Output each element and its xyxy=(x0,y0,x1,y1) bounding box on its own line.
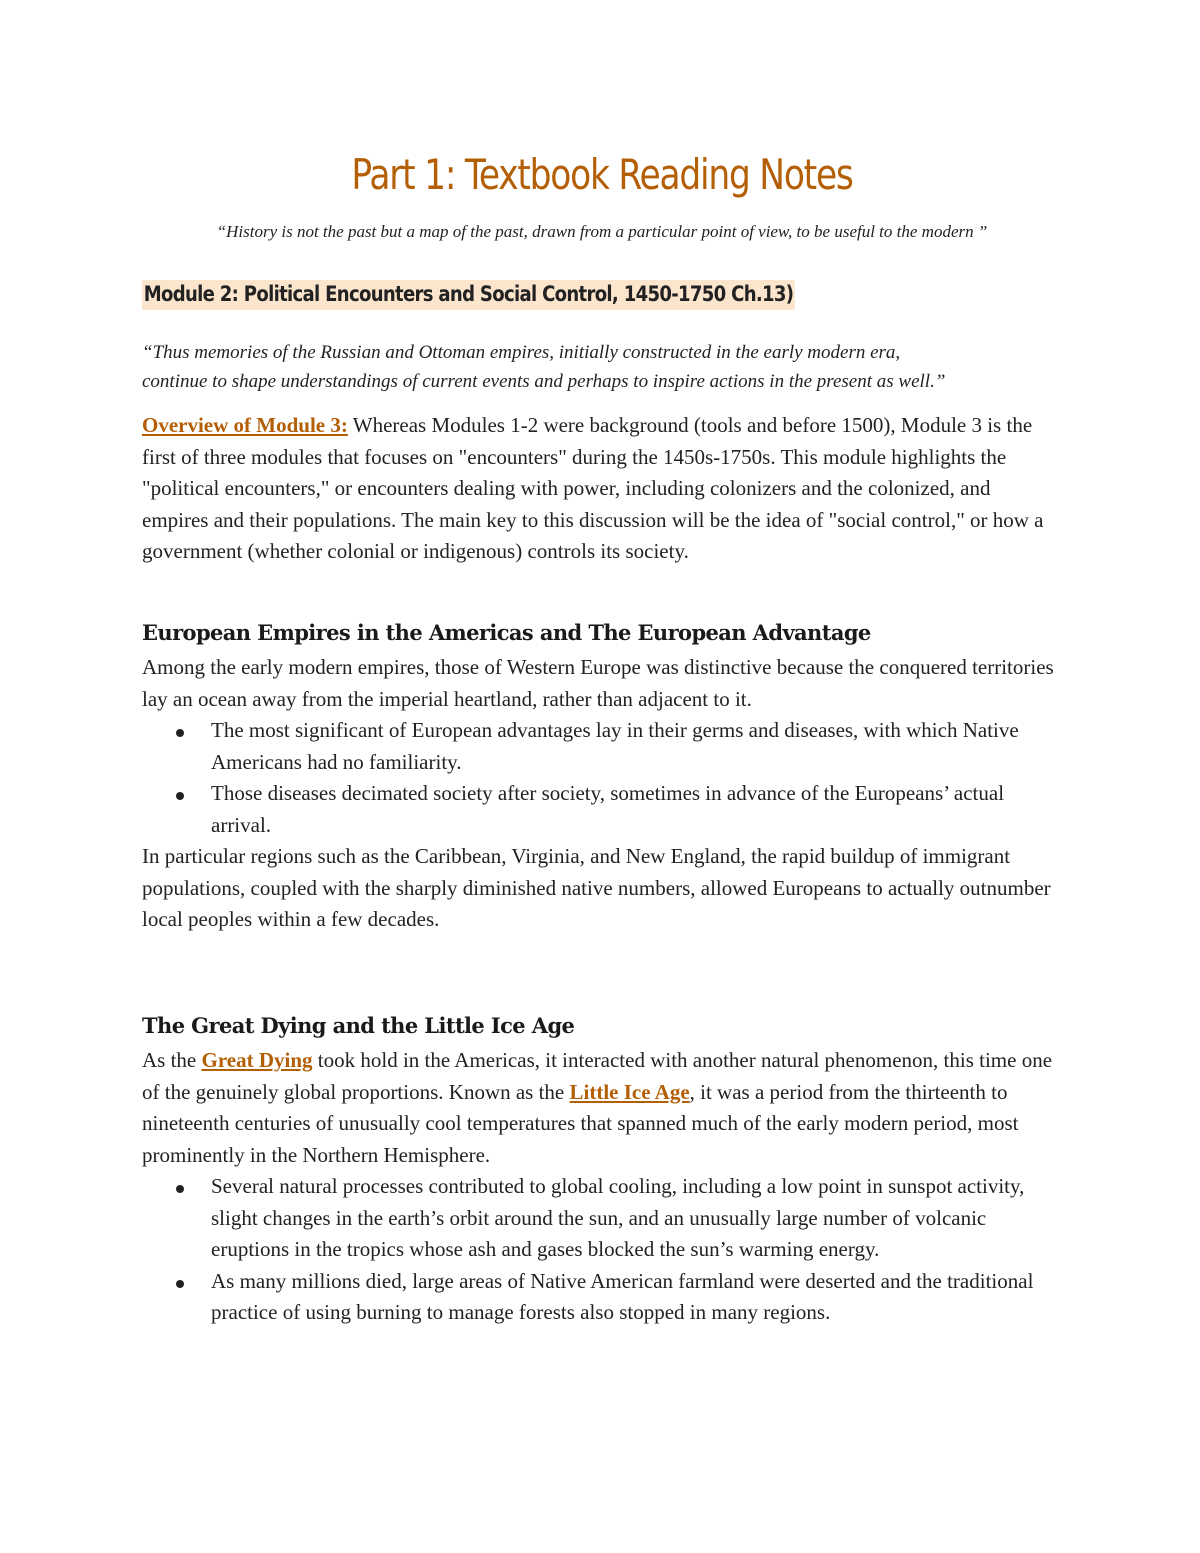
module-quote-line-1: “Thus memories of the Russian and Ottoman empires, initially constructed in the early modern era, xyxy=(142,342,901,363)
bullet-text: As many millions died, large areas of Native American farmland were deserted and the traditional practice of using burning to manage forests also stopped in many regions. xyxy=(211,1268,1034,1324)
section2-intro-text-1: As the xyxy=(142,1048,202,1072)
overview-link[interactable]: Overview of Module 3: xyxy=(142,413,348,437)
section2-intro-text-3: , it was a period from the thirteenth to nineteenth centuries of unusually cool temperatures that spanned much of the early modern period, most prominently in the Northern Hemisphere. xyxy=(142,1079,1019,1167)
section2-intro xyxy=(142,1045,1062,1171)
overview-text: Whereas Modules 1-2 were background (tools and before 1500), Module 3 is the first of three modules that focuses on "encounters" during the 1450s-1750s. This module highlights the "political encounters," or encounters dealing with power, including colonizers and the colonized, and empires and their populations. The main key to this discussion will be the idea of "social control," or how a government (whether colonial or indigenous) controls its society. xyxy=(142,413,1044,563)
bullet-text: Those diseases decimated society after society, sometimes in advance of the Europeans’ actual arrival. xyxy=(211,781,1005,837)
module-quote-line-2: continue to shape understandings of current events and perhaps to inspire actions in the present as well.” xyxy=(142,371,946,392)
section1-bullet-list xyxy=(142,715,1062,841)
section1-closing: In particular regions such as the Caribbean, Virginia, and New England, the rapid buildup of immigrant populations, coupled with the sharply diminished native numbers, allowed Europeans to actually outnumber local peoples within a few decades. xyxy=(142,844,1051,931)
epigraph-quote: “History is not the past but a map of the past, drawn from a particular point of view, to be useful to the modern ” xyxy=(216,222,988,241)
section1-intro: Among the early modern empires, those of Western Europe was distinctive because the conquered territories lay an ocean away from the imperial heartland, rather than adjacent to it. xyxy=(142,655,1054,711)
overview-paragraph xyxy=(142,410,1062,568)
bullet-icon xyxy=(176,729,184,737)
list-item xyxy=(142,1171,1062,1266)
bullet-text: Several natural processes contributed to global cooling, including a low point in sunspot activity, slight changes in the earth’s orbit around the sun, and an unusually large number of volcanic eruptions in the tropics whose ash and gases blocked the sun’s warming energy. xyxy=(211,1174,1025,1261)
section2-bullet-list xyxy=(142,1171,1062,1329)
list-item xyxy=(142,1266,1062,1329)
great-dying-link[interactable]: Great Dying xyxy=(201,1048,313,1072)
module-quote xyxy=(142,338,1062,396)
section-great-dying-body xyxy=(142,1045,1062,1329)
section-heading-great-dying: The Great Dying and the Little Ice Age xyxy=(142,1013,575,1038)
bullet-icon xyxy=(176,1280,184,1288)
bullet-icon xyxy=(176,792,184,800)
section-european-empires-body xyxy=(142,652,1062,936)
bullet-text: The most significant of European advantages lay in their germs and diseases, with which Native Americans had no familiarity. xyxy=(211,718,1019,774)
bullet-icon xyxy=(176,1185,184,1193)
little-ice-age-link[interactable]: Little Ice Age xyxy=(569,1079,690,1104)
list-item xyxy=(142,715,1062,778)
list-item xyxy=(142,778,1062,841)
section2-intro-text-2: took hold in the Americas, it interacted with another natural phenomenon, this time one of the genuinely global proportions. Known as the xyxy=(142,1048,1053,1104)
module-heading: Module 2: Political Encounters and Social Control, 1450-1750 Ch.13) xyxy=(142,280,795,310)
page-title: Part 1: Textbook Reading Notes xyxy=(351,150,853,199)
section-heading-european-empires: European Empires in the Americas and The European Advantage xyxy=(142,620,871,645)
